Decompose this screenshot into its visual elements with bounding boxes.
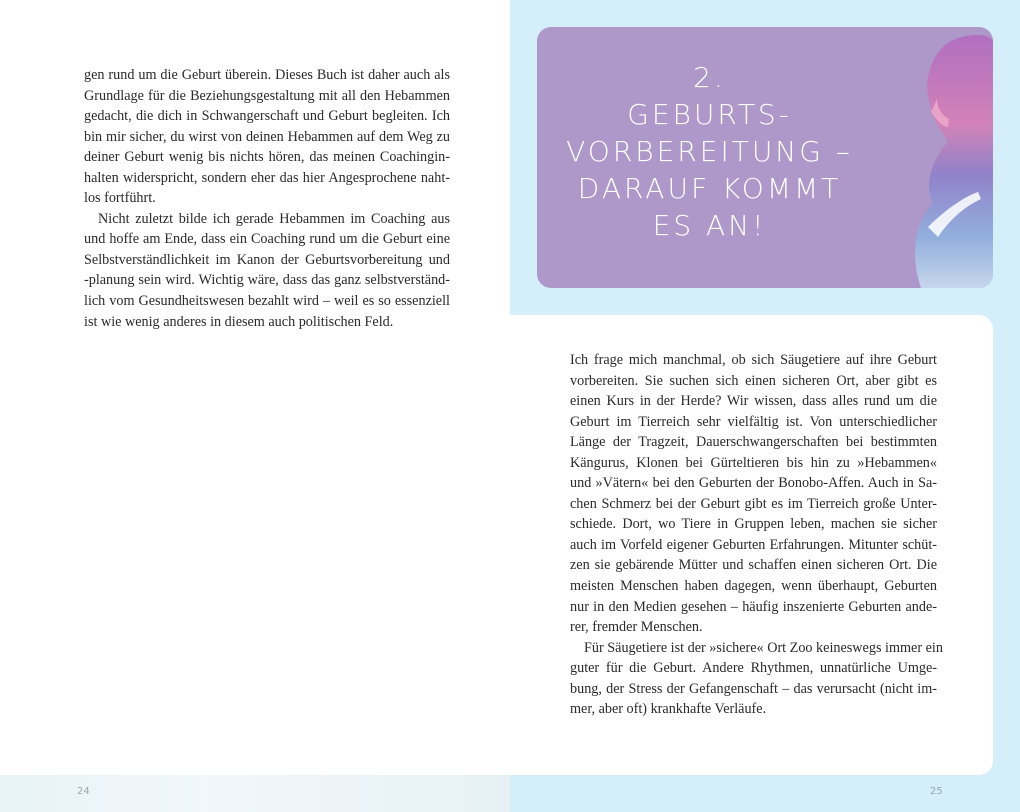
chapter-number: 2.: [693, 61, 726, 94]
text-line: Nicht zuletzt bilde ich gerade Hebammen im Coaching aus: [98, 210, 450, 227]
text-line: bin mir sicher, du wirst von deinen Hebammen auf dem Weg zu: [84, 128, 450, 145]
left-body-text: [84, 65, 450, 332]
text-line: zen sie gebärende Mütter und schaffen einen sicheren Ort. Die: [570, 557, 937, 574]
text-line: bung, der Stress der Gefangenschaft – das verursacht (nicht im-: [570, 680, 937, 697]
text-line: los fortführt.: [84, 190, 156, 207]
text-line: rer, fremder Menschen.: [570, 619, 703, 636]
chapter-title: [537, 59, 882, 244]
text-line: Für Säugetiere ist der »sichere« Ort Zoo keineswegs immer ein: [584, 639, 943, 656]
right-body-text: [570, 350, 943, 720]
text-line: Geburt im Tierreich sehr vielfältig ist. Von unterschiedlicher: [570, 413, 937, 430]
text-line: und »Vätern« bei den Geburten der Bonobo-Affen. Auch in Sa-: [570, 475, 937, 492]
text-line: Selbstverständlichkeit im Kanon der Geburtsvorbereitung und: [84, 251, 450, 268]
chapter-title-line: VORBEREITUNG –: [566, 135, 853, 168]
text-line: Kängurus, Klonen bei Gürteltieren bis hin zu »Hebammen«: [570, 454, 937, 471]
text-line: deiner Geburt wenig bis nichts hören, das meinen Coachingin-: [84, 149, 450, 166]
text-line: vorbereiten. Sie suchen sich einen sicheren Ort, aber gibt es: [570, 372, 937, 389]
chapter-title-card: [537, 27, 993, 288]
text-line: nur in den Medien gesehen – häufig inszenierte Geburten ande-: [570, 598, 937, 615]
text-line: gedacht, die dich in Schwangerschaft und Geburt begleiten. Ich: [84, 108, 450, 125]
text-line: Ich frage mich manchmal, ob sich Säugetiere auf ihre Geburt: [570, 352, 937, 368]
text-line: und hoffe am Ende, dass ein Coaching rund um die Geburt eine: [84, 231, 450, 248]
text-line: ist wie wenig anderes in diesem auch politischen Feld.: [84, 313, 394, 330]
text-line: lich vom Gesundheitswesen bezahlt wird – weil es so essenziell: [84, 293, 450, 310]
text-line: halten widerspricht, sondern eher das hier Angesprochene naht-: [84, 169, 450, 186]
chapter-title-line: ES AN!: [652, 209, 767, 242]
page-number-left: 24: [77, 786, 90, 797]
chapter-title-line: GEBURTS-: [627, 98, 792, 131]
text-line: guter für die Geburt. Andere Rhythmen, unnatürliche Umge-: [570, 660, 937, 677]
text-line: mer, aber oft) krankhafte Verläufe.: [570, 701, 767, 718]
chapter-title-line: DARAUF KOMMT: [577, 172, 842, 205]
text-line: Länge der Tragzeit, Dauerschwangerschaften bei bestimmten: [570, 434, 937, 451]
text-line: meisten Menschen haben dagegen, wenn überhaupt, Geburten: [570, 578, 937, 595]
page-number-right: 25: [930, 786, 943, 797]
text-line: -planung sein wird. Wichtig wäre, dass das ganz selbstverständ-: [84, 272, 450, 289]
text-line: gen rund um die Geburt überein. Dieses Buch ist daher auch als: [84, 67, 450, 83]
text-line: Grundlage für die Beziehungsgestaltung mit all den Hebammen: [84, 87, 450, 104]
text-line: einen Kurs in der Herde? Wir wissen, dass alles rund um die: [570, 393, 937, 410]
text-line: auch im Vorfeld eigener Geburten Erfahrungen. Mitunter schüt-: [570, 536, 937, 553]
pregnant-woman-watercolor-illustration: [903, 27, 993, 288]
text-line: chen Schmerz bei der Geburt gibt es im Tierreich große Unter-: [570, 495, 937, 512]
text-line: schiede. Dort, wo Tiere in Gruppen leben, machen sie sicher: [570, 516, 937, 533]
